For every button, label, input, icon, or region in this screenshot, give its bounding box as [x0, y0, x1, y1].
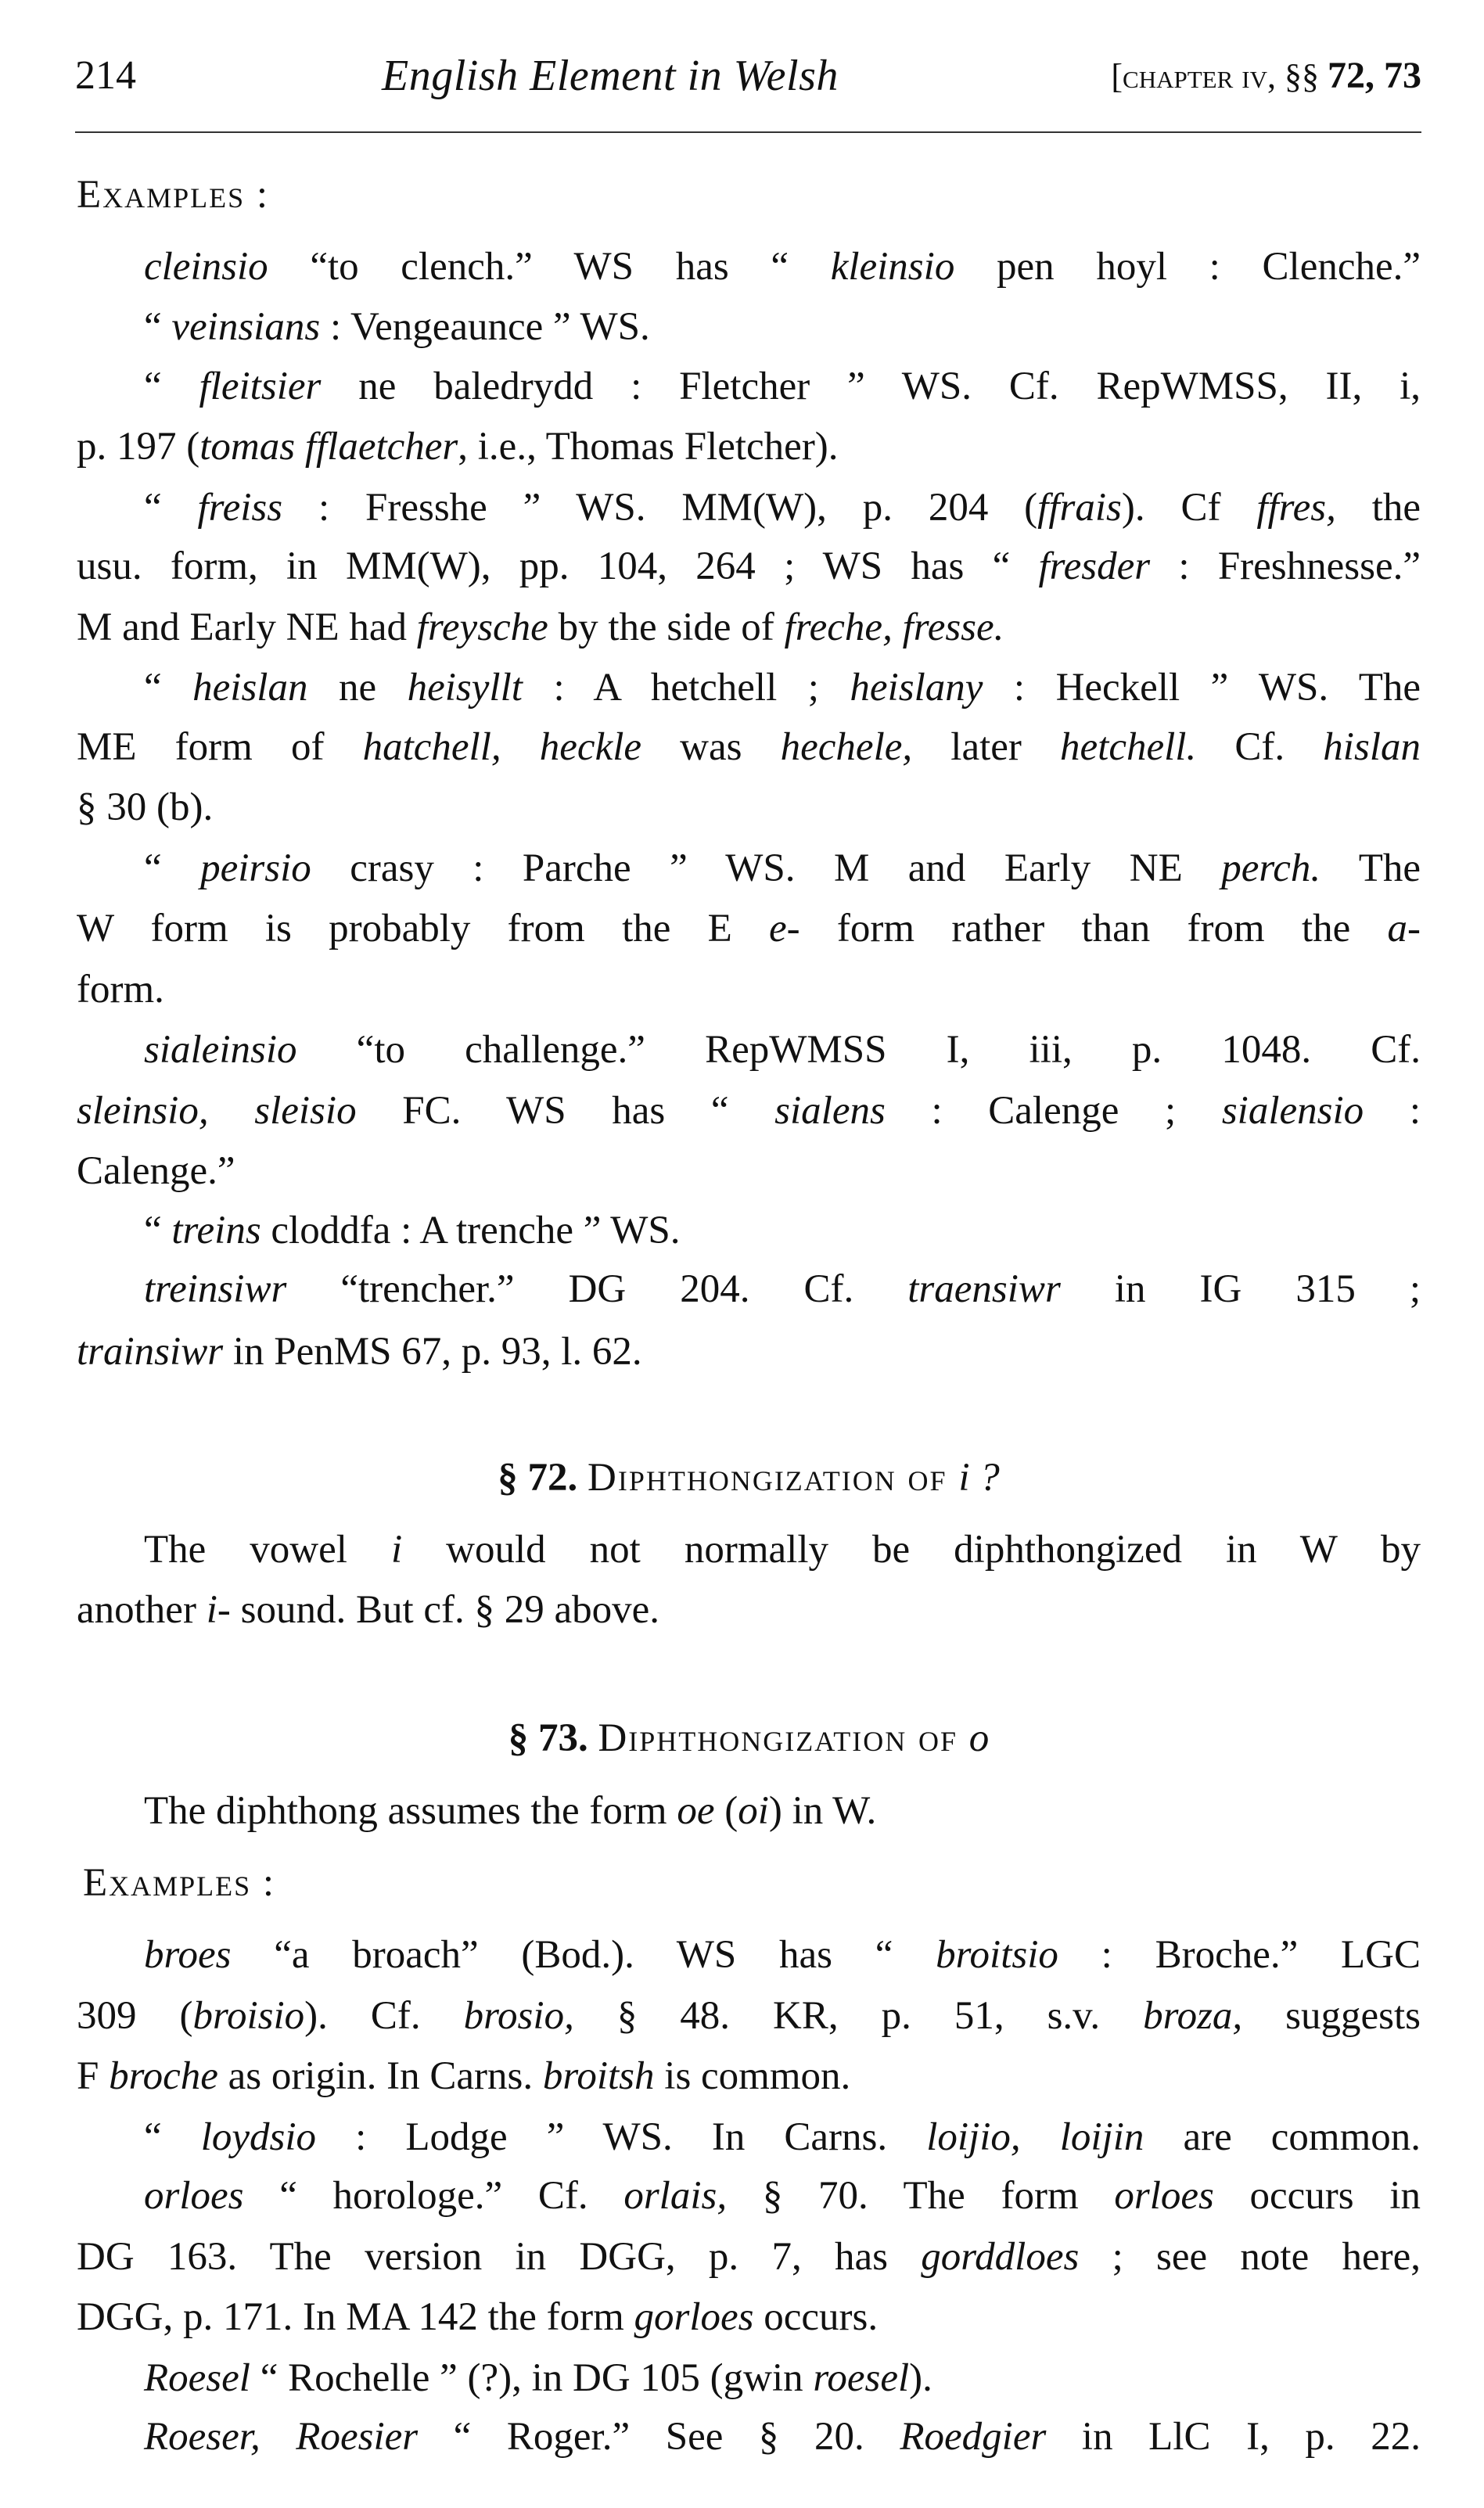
text-run: FC. WS has “ — [356, 1088, 775, 1133]
italic-term: oe — [677, 1789, 715, 1834]
text-run: ne — [307, 666, 408, 710]
text-run: “ horologe.” Cf. — [243, 2174, 624, 2219]
section-numbers: 72, 73 — [1328, 55, 1421, 96]
italic-term: trainsiwr — [77, 1329, 224, 1374]
text-line — [77, 2046, 1421, 2107]
italic-term: freiss — [197, 485, 283, 530]
text-line — [144, 2348, 1421, 2409]
italic-term: orloes — [144, 2174, 244, 2219]
text-run: p. 197 ( — [77, 425, 200, 469]
text-run: , i.e., Thomas Fletcher). — [458, 425, 839, 469]
italic-term: roesel — [813, 2355, 910, 2400]
text-line — [77, 899, 1421, 959]
italic-term: sialensio — [1221, 1088, 1364, 1133]
text-run: “trencher.” DG 204. Cf. — [286, 1267, 908, 1312]
text-run: § 73. — [508, 1716, 598, 1760]
text-run: are common. — [1144, 2115, 1421, 2159]
italic-term: broitsh — [542, 2054, 655, 2099]
text-run: “ — [144, 846, 201, 890]
italic-term: sleinsio, sleisio — [77, 1088, 357, 1133]
italic-term: traensiwr — [907, 1267, 1061, 1312]
text-run: in PenMS 67, p. 93, l. 62. — [223, 1329, 642, 1374]
text-line — [77, 960, 1421, 1020]
text-line — [144, 478, 1421, 538]
text-line — [77, 537, 1421, 597]
text-run: ). — [909, 2355, 932, 2400]
italic-term: Roesel — [144, 2355, 250, 2400]
text-run: later — [912, 724, 1061, 769]
text-run: DG 163. The version in DGG, p. 7, has — [77, 2234, 922, 2279]
text-run: is common. — [654, 2054, 851, 2099]
italic-term: fresder — [1038, 544, 1151, 589]
text-line — [144, 1781, 1421, 1841]
text-run: the — [1335, 485, 1421, 530]
italic-term: Roeser, Roesier — [144, 2415, 419, 2459]
examples-label — [77, 165, 1421, 225]
italic-term: oi — [738, 1789, 769, 1834]
section-heading — [77, 1448, 1421, 1508]
text-run: § 48. KR, p. 51, s.v. — [573, 1993, 1144, 2038]
text-run: “to challenge.” RepWMSS I, iii, p. 1048. Cf. — [296, 1028, 1421, 1073]
text-run: Examples : — [83, 1861, 276, 1906]
text-line — [144, 839, 1421, 899]
text-run: ). Cf. — [304, 1993, 464, 2038]
text-run: Calenge.” — [77, 1149, 235, 1194]
text-run: ( — [714, 1789, 738, 1834]
text-run: ME form of — [77, 724, 363, 769]
text-line — [77, 1141, 1421, 1202]
text-run: cloddfa : A trenche ” WS. — [261, 1208, 681, 1252]
italic-term: broitsio — [936, 1933, 1058, 1977]
text-run: Cf. — [1196, 724, 1324, 769]
text-run: occurs in — [1213, 2174, 1421, 2219]
text-run: “ — [144, 1208, 172, 1252]
text-run: usu. form, in MM(W), pp. 104, 264 ; WS has “ — [77, 544, 1039, 589]
italic-term: o — [968, 1716, 990, 1760]
text-run: Examples : — [77, 172, 270, 217]
text-line — [77, 2287, 1421, 2348]
text-run: “ — [144, 364, 199, 408]
italic-term: a- — [1387, 907, 1421, 951]
italic-term: ffrais — [1037, 485, 1122, 530]
text-run: ). Cf — [1121, 485, 1257, 530]
text-run: ) in W. — [768, 1789, 877, 1834]
text-run: : Vengeaunce ” WS. — [320, 305, 650, 350]
text-run: DGG, p. 171. In MA 142 the form — [77, 2295, 634, 2340]
text-line — [144, 297, 1421, 358]
italic-term: treins — [171, 1208, 261, 1252]
italic-term: hetchell. — [1060, 724, 1197, 769]
text-line — [144, 2107, 1421, 2168]
text-line — [144, 1201, 1421, 1261]
italic-term: Roedgier — [900, 2415, 1047, 2459]
text-run: § 70. The form — [727, 2174, 1115, 2219]
page-number: 214 — [75, 53, 136, 98]
text-line — [144, 237, 1421, 297]
italic-term: orlais, — [623, 2174, 728, 2219]
text-run: The vowel — [144, 1527, 391, 1572]
text-run: : Heckell ” WS. The — [983, 666, 1421, 710]
text-run: “to clench.” WS has “ — [268, 244, 831, 289]
text-run: was — [641, 724, 781, 769]
italic-term: veinsians — [171, 305, 321, 350]
text-run: form. — [77, 967, 164, 1011]
italic-term: heislan — [192, 666, 308, 710]
italic-term: i ? — [958, 1456, 1000, 1500]
italic-term: loydsio — [200, 2115, 317, 2159]
italic-term: freysche — [416, 605, 548, 649]
text-line — [144, 1259, 1421, 1320]
text-run: another — [77, 1588, 207, 1633]
italic-term: cleinsio — [144, 244, 268, 289]
text-run: § 30 (b). — [77, 785, 214, 830]
italic-term: gorddloes — [921, 2234, 1080, 2279]
italic-term: orloes — [1114, 2174, 1214, 2219]
text-line — [144, 357, 1421, 417]
italic-term: kleinsio — [830, 244, 955, 289]
italic-term: gorloes — [634, 2295, 754, 2340]
text-run: M and Early NE had — [77, 605, 417, 649]
text-run: as origin. In Carns. — [217, 2054, 543, 2099]
text-run: : A hetchell ; — [522, 666, 850, 710]
text-run: form rather than from the — [799, 907, 1388, 951]
header-rule — [75, 131, 1421, 133]
text-run: “ — [144, 485, 198, 530]
text-run: : Broche.” LGC — [1058, 1933, 1421, 1977]
text-run: : Calenge ; — [885, 1088, 1222, 1133]
text-run: The — [1321, 846, 1421, 890]
text-run: “ — [144, 666, 193, 710]
italic-term: ffres, — [1256, 485, 1336, 530]
text-line — [144, 658, 1421, 718]
italic-term: sialeinsio — [144, 1028, 297, 1073]
text-line — [144, 2166, 1421, 2226]
text-run: Diphthongization of — [598, 1716, 969, 1760]
text-run: ne baledrydd : Fletcher ” WS. Cf. RepWMSS, II, i, — [321, 364, 1421, 408]
text-run: F — [77, 2054, 110, 2099]
text-run: “a broach” (Bod.). WS has “ — [231, 1933, 936, 1977]
text-run: in IG 315 ; — [1060, 1267, 1421, 1312]
text-run: crasy : Parche ” WS. M and Early NE — [311, 846, 1222, 890]
text-run: would not normally be diphthongized in W by — [402, 1527, 1421, 1572]
italic-term: hechele, — [780, 724, 913, 769]
chapter-prefix: [chapter iv, §§ — [1111, 57, 1328, 95]
italic-term: e- — [769, 907, 800, 951]
examples-label — [83, 1853, 1427, 1913]
italic-term: heislany — [850, 666, 983, 710]
text-run: “ — [144, 305, 172, 350]
italic-term: broisio — [192, 1993, 305, 2038]
chapter-reference — [1111, 49, 1421, 104]
text-line — [77, 598, 1421, 658]
text-line — [77, 1081, 1421, 1141]
text-line — [77, 2227, 1421, 2287]
italic-term: i- — [206, 1588, 231, 1633]
italic-term: heisyllt — [407, 666, 523, 710]
text-run: “ — [144, 2115, 201, 2159]
text-run: occurs. — [753, 2295, 879, 2340]
italic-term: loijio, loijin — [926, 2115, 1144, 2159]
text-line — [77, 717, 1421, 778]
running-header — [75, 49, 1421, 103]
italic-term: broza, — [1143, 1993, 1243, 2038]
text-run: in LlC I, p. 22. — [1046, 2415, 1421, 2459]
text-run: by the side of — [548, 605, 785, 649]
text-run: “ Roger.” See § 20. — [418, 2415, 900, 2459]
italic-term: treinsiwr — [144, 1267, 287, 1312]
italic-term: broche — [109, 2054, 218, 2099]
italic-term: peirsio — [200, 846, 311, 890]
text-run: W form is probably from the E — [77, 907, 770, 951]
running-title: English Element in Welsh — [382, 52, 839, 100]
italic-term: brosio, — [463, 1993, 574, 2038]
text-line — [77, 1580, 1421, 1640]
italic-term: fleitsier — [199, 364, 322, 408]
text-line — [144, 1520, 1421, 1580]
text-run: 309 ( — [77, 1993, 193, 2038]
italic-term: sialens — [774, 1088, 886, 1133]
text-line — [144, 1925, 1421, 1985]
text-run: sound. But cf. § 29 above. — [230, 1588, 660, 1633]
text-run: : — [1364, 1088, 1421, 1133]
italic-term: freche, fresse. — [784, 605, 1004, 649]
italic-term: hislan — [1323, 724, 1421, 769]
text-run: “ Rochelle ” (?), in DG 105 (gwin — [250, 2355, 814, 2400]
italic-term: perch. — [1221, 846, 1321, 890]
text-run: : Fresshe ” WS. MM(W), p. 204 ( — [282, 485, 1038, 530]
text-line — [144, 2407, 1421, 2467]
italic-term: broes — [144, 1933, 232, 1977]
text-run: pen hoyl : Clenche.” — [954, 244, 1421, 289]
italic-term: tomas fflaetcher — [199, 425, 458, 469]
text-run: The diphthong assumes the form — [144, 1789, 677, 1834]
text-run: § 72. — [498, 1456, 587, 1500]
text-run: : Lodge ” WS. In Carns. — [316, 2115, 927, 2159]
text-line — [77, 778, 1421, 838]
text-line — [77, 417, 1421, 477]
text-run: suggests — [1242, 1993, 1421, 2038]
text-line — [144, 1020, 1421, 1080]
text-line — [77, 1322, 1421, 1382]
section-heading — [77, 1709, 1421, 1769]
text-run: : Freshnesse.” — [1150, 544, 1421, 589]
text-run: Diphthongization of — [587, 1456, 959, 1500]
text-run: ; see note here, — [1079, 2234, 1421, 2279]
italic-term: hatchell, heckle — [362, 724, 642, 769]
text-line — [77, 1986, 1421, 2046]
italic-term: i — [390, 1527, 403, 1572]
